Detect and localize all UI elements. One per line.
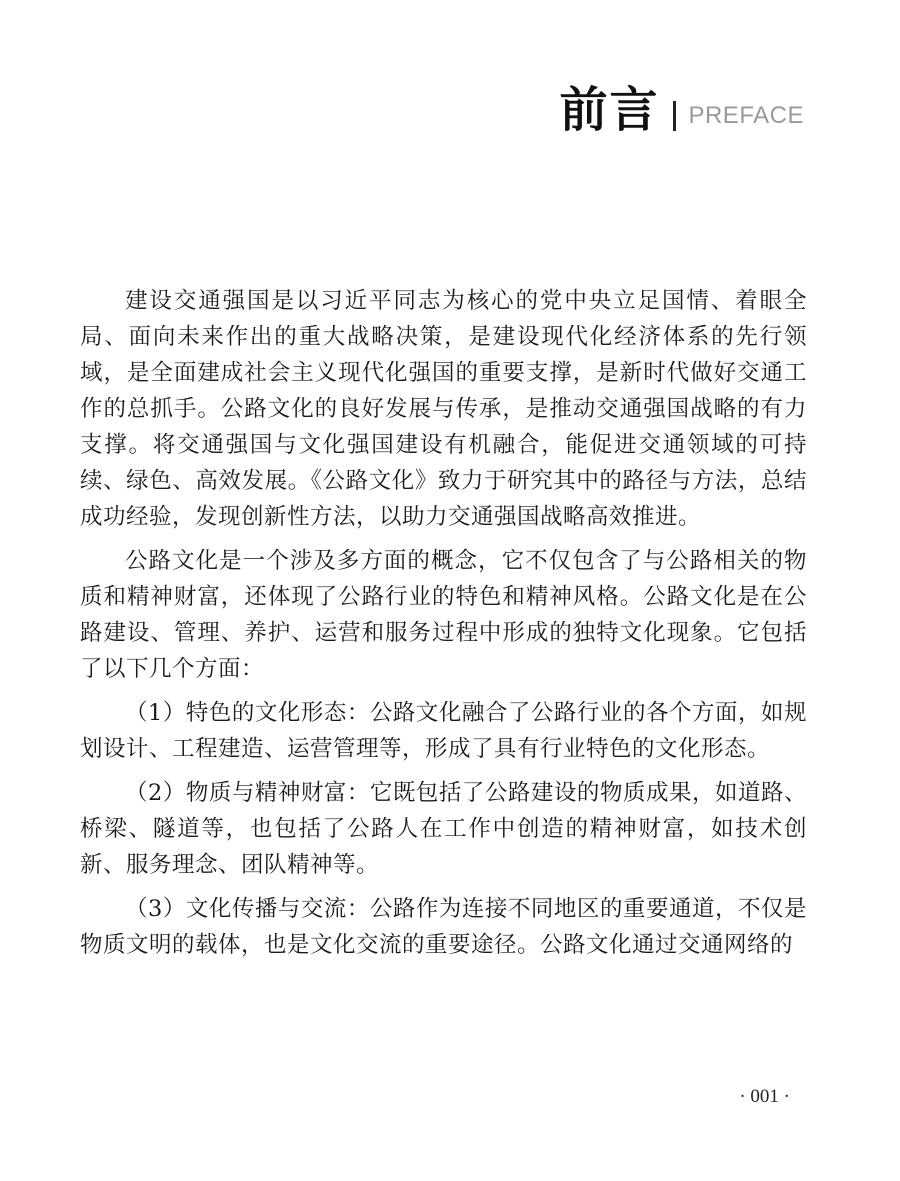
page-title-english: PREFACE [688,102,804,129]
page-number: · 001 · [739,1086,790,1107]
paragraph-definition: 公路文化是一个涉及多方面的概念，它不仅包含了与公路相关的物质和精神财富，还体现了公路行业的特色和精神风格。公路文化是在公路建设、管理、养护、运营和服务过程中形成的独特文化现象。它包括了以下几个方面： [80,548,807,682]
body-text [80,283,807,971]
title-divider [673,101,676,131]
list-item-3: （3）文化传播与交流：公路作为连接不同地区的重要通道，不仅是物质文明的载体，也是文化交流的重要途径。公路文化通过交通网络的 [80,896,807,958]
page-title: 前言 [559,82,660,138]
list-item-2: （2）物质与精神财富：它既包括了公路建设的物质成果，如道路、桥梁、隧道等，也包括了公路人在工作中创造的精神财富，如技术创新、服务理念、团队精神等。 [80,780,807,878]
page-header [559,82,804,138]
paragraph-intro: 建设交通强国是以习近平同志为核心的党中央立足国情、着眼全局、面向未来作出的重大战略决策，是建设现代化经济体系的先行领域，是全面建成社会主义现代化强国的重要支撑，是新时代做好交通工作的总抓手。公路文化的良好发展与传承，是推动交通强国战略的有力支撑。将交通强国与文化强国建设有机融合，能促进交通领域的可持续、绿色、高效发展。《公路文化》致力于研究其中的路径与方法，总结成功经验，发现创新性方法，以助力交通强国战略高效推进。 [80,288,807,530]
list-item-1: （1）特色的文化形态：公路文化融合了公路行业的各个方面，如规划设计、工程建造、运营管理等，形成了具有行业特色的文化形态。 [80,700,807,762]
